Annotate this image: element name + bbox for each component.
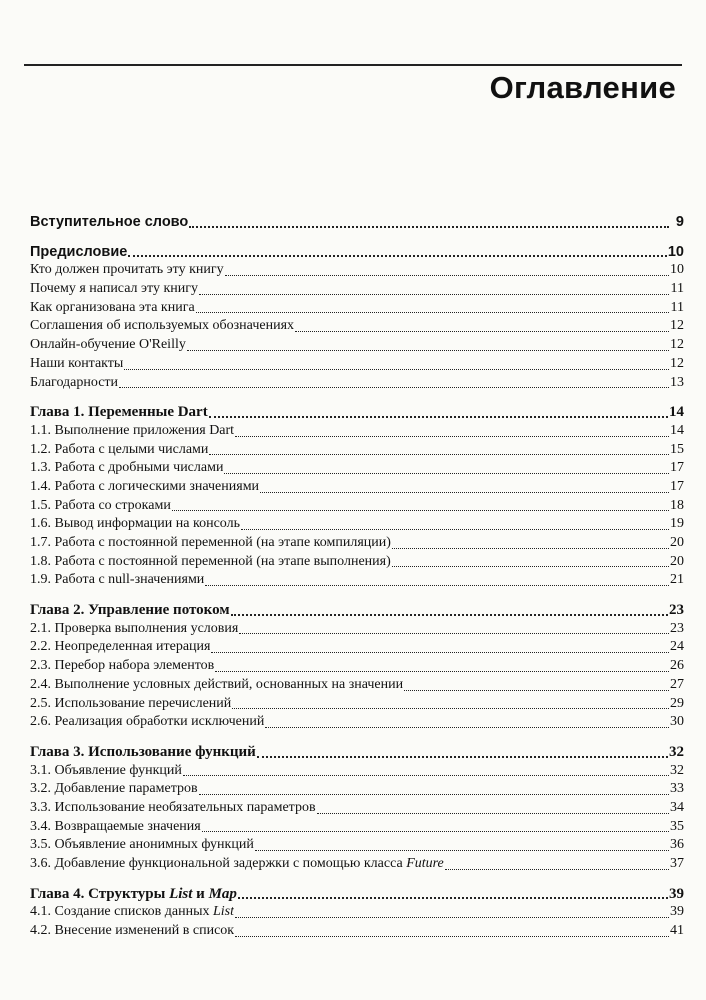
toc-entry-text: 1.7. Работа с постоянной переменной (на этапе компиляции) (30, 535, 391, 550)
toc-entry-title (30, 638, 210, 657)
toc-entry-title (30, 922, 234, 941)
toc-section-row[interactable] (30, 676, 684, 695)
toc-section-row[interactable] (30, 355, 684, 374)
toc-chapter-row[interactable] (30, 601, 684, 620)
toc-page-number: 12 (670, 337, 684, 353)
toc-entry-italic: List (213, 904, 235, 920)
toc-page-number: 24 (670, 639, 684, 655)
toc-entry-text: 1.2. Работа с целыми числами (30, 441, 209, 457)
toc-entry-text: 1.4. Работа с логическими значениями (30, 478, 260, 494)
toc-chapter-row[interactable] (30, 213, 684, 232)
toc-section-row[interactable] (30, 855, 684, 874)
toc-entry-title (30, 601, 230, 620)
toc-page-number: 20 (670, 553, 684, 569)
toc-section-row[interactable] (30, 713, 684, 732)
toc-section-row[interactable] (30, 534, 684, 553)
toc-entry-title (30, 497, 171, 516)
toc-section-row[interactable] (30, 780, 684, 799)
toc-page-number: 37 (670, 856, 684, 871)
toc-entry-text: Благодарности (30, 374, 119, 390)
toc-entry-title (30, 261, 224, 280)
toc-entry-title (30, 553, 391, 572)
toc-entry-title (30, 713, 264, 732)
dot-leader (124, 369, 669, 370)
toc-page-number: 33 (670, 781, 684, 797)
toc-entry-text: 1.5. Работа со строками (30, 497, 171, 513)
toc-page-number: 35 (670, 818, 684, 834)
dot-leader (231, 614, 668, 616)
toc-entry-text: 4.1. Создание списков данных (30, 904, 213, 920)
dot-leader (265, 727, 669, 728)
toc-page-number: 17 (670, 460, 684, 476)
toc-page-number: 20 (670, 535, 684, 550)
toc-page-number: 23 (669, 602, 684, 619)
toc-page-number: 30 (670, 714, 684, 730)
toc-section-row[interactable] (30, 571, 684, 590)
toc-entry-text: Как организована эта книга (30, 299, 195, 315)
toc-entry-text: Вступительное слово (30, 214, 189, 230)
toc-entry-text: 3.3. Использование необязательных параметров (30, 799, 316, 815)
toc-section-row[interactable] (30, 497, 684, 516)
toc-chapter-row[interactable] (30, 403, 684, 422)
dot-leader (232, 708, 669, 709)
toc-entry-title (30, 762, 182, 781)
toc-entry-title (30, 657, 214, 676)
toc-section-row[interactable] (30, 638, 684, 657)
toc-entry-title (30, 818, 201, 837)
toc-entry-title (30, 355, 123, 374)
toc-entry-title (30, 515, 240, 534)
dot-leader (225, 275, 669, 276)
toc-chapter-row[interactable] (30, 243, 684, 262)
toc-entry-title (30, 836, 254, 855)
toc-section-row[interactable] (30, 422, 684, 441)
dot-leader (238, 897, 668, 899)
toc-entry-italic: Map (208, 885, 237, 902)
toc-page-number: 36 (670, 837, 684, 853)
toc-page-number: 41 (670, 923, 684, 939)
toc-entry-text: 2.4. Выполнение условных действий, основанных на значении (30, 676, 404, 692)
table-of-contents (30, 213, 684, 941)
toc-entry-text: 2.5. Использование перечислений (30, 695, 232, 711)
toc-entry-title (30, 299, 195, 318)
toc-entry-title (30, 441, 208, 460)
toc-entry-text: 3.4. Возвращаемые значения (30, 818, 201, 834)
toc-entry-text: Наши контакты (30, 355, 124, 371)
toc-entry-text: 1.1. Выполнение приложения Dart (30, 422, 235, 438)
toc-entry-title (30, 403, 208, 422)
toc-page-number: 27 (670, 676, 684, 692)
toc-entry-title (30, 478, 259, 497)
toc-entry-title (30, 799, 316, 818)
dot-leader (392, 548, 669, 549)
toc-page-number: 10 (670, 262, 684, 278)
toc-entry-text: 2.2. Неопределенная итерация (30, 639, 211, 655)
dot-leader (255, 850, 669, 851)
toc-section-row[interactable] (30, 459, 684, 478)
dot-leader (209, 454, 669, 455)
toc-page-number: 14 (670, 422, 684, 438)
dot-leader (187, 350, 669, 351)
toc-entry-italic: Future (406, 856, 444, 871)
top-rule (24, 64, 682, 66)
toc-section-row[interactable] (30, 799, 684, 818)
toc-entry-title (30, 676, 403, 695)
toc-page-number: 23 (670, 620, 684, 636)
toc-section-row[interactable] (30, 553, 684, 572)
dot-leader (119, 387, 669, 388)
toc-entry-title (30, 534, 391, 553)
toc-entry-title (30, 374, 118, 393)
toc-entry-text: 1.9. Работа с null-значениями (30, 572, 205, 588)
toc-entry-text: Онлайн-обучение O'Reilly (30, 337, 186, 353)
dot-leader (241, 529, 669, 530)
toc-entry-title (30, 695, 231, 714)
toc-page-number: 11 (670, 299, 684, 315)
toc-entry-text: 3.1. Объявление функций (30, 762, 182, 778)
toc-entry-title (30, 903, 234, 922)
toc-section-row[interactable] (30, 620, 684, 639)
toc-entry-text: Глава 4. Структуры (30, 885, 170, 902)
toc-section-row[interactable] (30, 280, 684, 299)
dot-leader (239, 633, 669, 634)
dot-leader (183, 775, 669, 776)
toc-entry-text: Почему я написал эту книгу (30, 281, 198, 297)
toc-section-row[interactable] (30, 695, 684, 714)
toc-section-row[interactable] (30, 478, 684, 497)
toc-entry-text: 4.2. Внесение изменений в список (30, 923, 235, 939)
toc-page-number: 12 (670, 318, 684, 334)
toc-entry-text: Соглашения об используемых обозначениях (30, 318, 295, 334)
toc-section-row[interactable] (30, 818, 684, 837)
toc-entry-italic: List (169, 885, 193, 902)
dot-leader (445, 869, 669, 870)
toc-chapter-row[interactable] (30, 885, 684, 904)
toc-section-row[interactable] (30, 903, 684, 922)
toc-section-row[interactable] (30, 374, 684, 393)
dot-leader (196, 312, 669, 313)
toc-page-number: 34 (670, 799, 684, 815)
toc-section-row[interactable] (30, 441, 684, 460)
toc-entry-text: Предисловие (30, 243, 128, 260)
toc-entry-text: Глава 2. Управление потоком (30, 602, 230, 619)
dot-leader (189, 226, 669, 228)
toc-entry-text: 2.1. Проверка выполнения условия (30, 620, 239, 636)
dot-leader (404, 690, 669, 691)
toc-page-number: 19 (670, 516, 684, 532)
dot-leader (235, 436, 669, 437)
dot-leader (317, 813, 669, 814)
dot-leader (224, 473, 669, 474)
toc-page-number: 39 (669, 885, 684, 902)
dot-leader (172, 510, 669, 511)
toc-entry-title (30, 571, 204, 590)
toc-section-row[interactable] (30, 336, 684, 355)
dot-leader (257, 756, 668, 758)
toc-entry-text: 3.6. Добавление функциональной задержки с помощью класса (30, 856, 407, 871)
toc-page-number: 32 (669, 743, 684, 760)
toc-entry-title (30, 855, 444, 874)
toc-entry-title (30, 422, 234, 441)
toc-entry-text: 1.8. Работа с постоянной переменной (на этапе выполнения) (30, 553, 391, 569)
dot-leader (209, 416, 668, 418)
dot-leader (199, 294, 669, 295)
toc-page-number: 15 (670, 441, 684, 457)
toc-page-number: 32 (670, 762, 684, 778)
toc-entry-text: Глава 1. Переменные Dart (30, 404, 208, 421)
toc-entry-title (30, 780, 198, 799)
toc-page-number: 21 (670, 572, 684, 588)
toc-entry-title (30, 336, 186, 355)
toc-entry-title (30, 620, 238, 639)
toc-page-number: 14 (669, 404, 684, 421)
toc-section-row[interactable] (30, 836, 684, 855)
toc-entry-title (30, 317, 294, 336)
toc-page-number: 18 (670, 497, 684, 513)
toc-page-number: 11 (670, 281, 684, 297)
toc-section-row[interactable] (30, 299, 684, 318)
toc-entry-text: 1.3. Работа с дробными числами (30, 460, 224, 476)
toc-page-number: 9 (675, 214, 684, 230)
dot-leader (392, 566, 669, 567)
dot-leader (235, 936, 669, 937)
dot-leader (128, 255, 667, 257)
toc-entry-text: 3.2. Добавление параметров (30, 781, 198, 797)
toc-page-number: 29 (670, 695, 684, 711)
toc-page-number: 12 (670, 355, 684, 371)
page-title: Оглавление (489, 70, 676, 105)
toc-entry-text: 2.6. Реализация обработки исключений (30, 714, 265, 730)
dot-leader (260, 492, 669, 493)
toc-entry-title (30, 280, 198, 299)
toc-entry-title (30, 459, 223, 478)
toc-entry-text: Глава 3. Использование функций (30, 743, 256, 760)
toc-section-row[interactable] (30, 762, 684, 781)
toc-entry-title (30, 243, 127, 262)
toc-entry-text: 3.5. Объявление анонимных функций (30, 837, 254, 853)
toc-entry-title (30, 213, 188, 232)
toc-page-number: 10 (667, 243, 684, 260)
dot-leader (215, 671, 669, 672)
toc-entry-text: Кто должен прочитать эту книгу (30, 262, 224, 278)
toc-entry-text: 2.3. Перебор набора элементов (30, 658, 215, 674)
toc-page-number: 17 (670, 478, 684, 494)
dot-leader (211, 652, 669, 653)
toc-section-row[interactable] (30, 922, 684, 941)
dot-leader (202, 831, 669, 832)
toc-chapter-row[interactable] (30, 743, 684, 762)
toc-section-row[interactable] (30, 261, 684, 280)
toc-section-row[interactable] (30, 657, 684, 676)
toc-page-number: 13 (670, 374, 684, 390)
toc-entry-text: 1.6. Вывод информации на консоль (30, 516, 240, 532)
toc-page-number: 39 (670, 904, 684, 920)
dot-leader (199, 794, 669, 795)
dot-leader (205, 585, 669, 586)
toc-section-row[interactable] (30, 515, 684, 534)
toc-entry-title (30, 743, 256, 762)
dot-leader (235, 917, 669, 918)
toc-entry-title (30, 885, 237, 904)
toc-section-row[interactable] (30, 317, 684, 336)
dot-leader (295, 331, 669, 332)
toc-entry-text: и (192, 885, 209, 902)
toc-page-number: 26 (670, 658, 684, 674)
